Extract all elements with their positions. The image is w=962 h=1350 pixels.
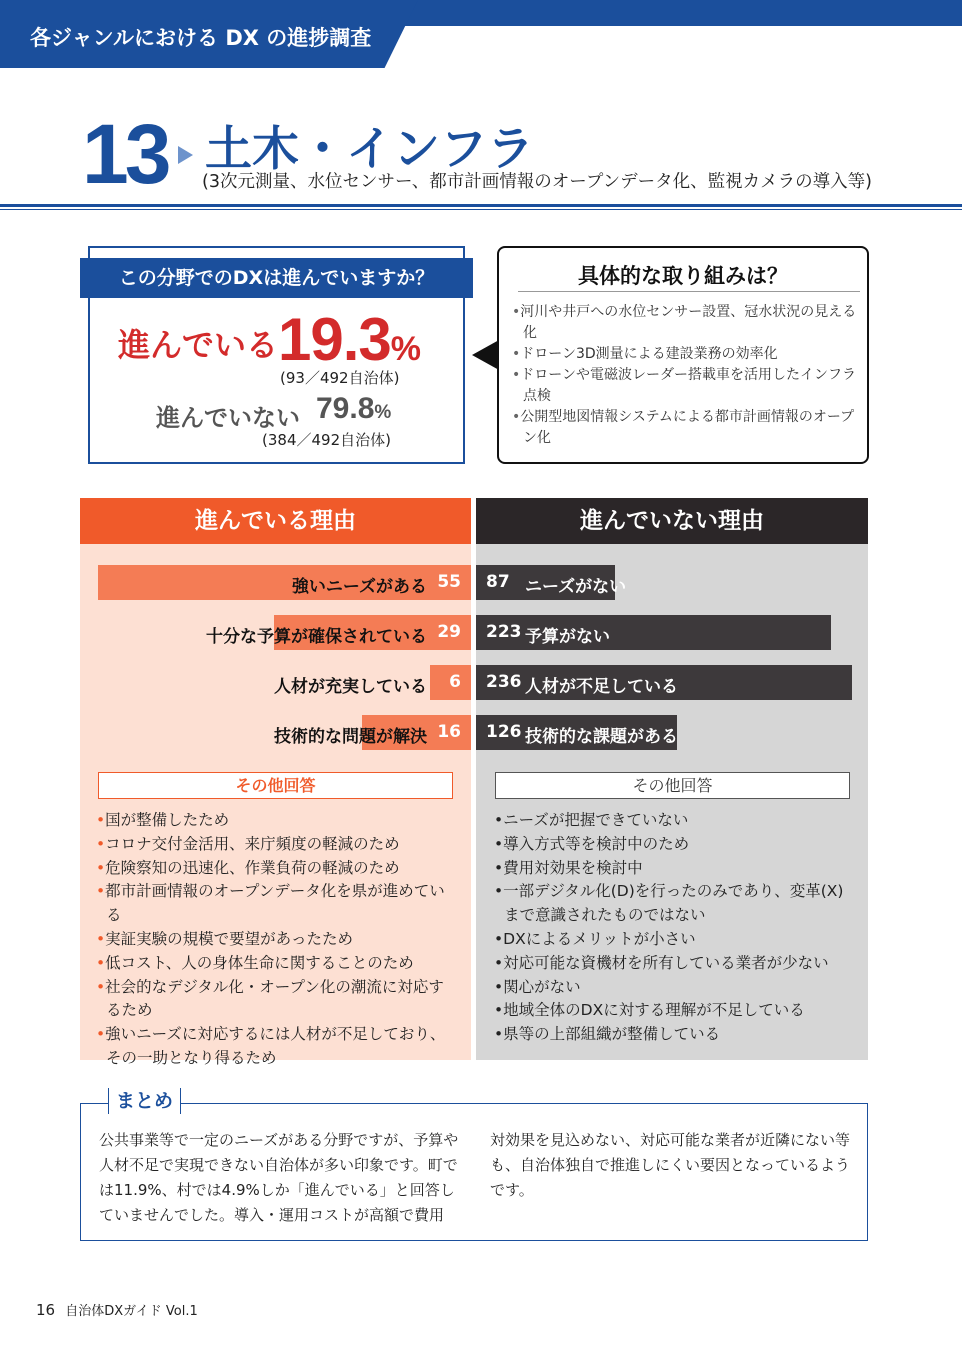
list-item: • 危険察知の迅速化、作業負荷の軽減のため [96, 857, 458, 881]
other-answers-title-right: その他回答 [495, 772, 850, 799]
page-number: 16 [36, 1301, 56, 1319]
not-progress-reason-value: 223 [486, 622, 522, 642]
list-item: • 関心がない [494, 976, 856, 1000]
progressing-label: 進んでいる [118, 326, 279, 364]
list-item: • 低コスト、人の身体生命に関することのため [96, 952, 458, 976]
not-progress-reason-label: 予算がない [525, 627, 610, 647]
summary-text-col2: 対効果を見込めない、対応可能な業者が近隣にない等も、自治体独自で推進しにくい要因となっているようです。 [490, 1131, 851, 1199]
list-item: • DXによるメリットが小さい [494, 928, 856, 952]
not-progress-reason-value: 236 [486, 672, 522, 692]
list-item: • 国が整備したため [96, 809, 458, 833]
other-answers-right [494, 809, 856, 1047]
pointer-arrow-icon [472, 340, 499, 370]
list-item: • 費用対効果を検討中 [494, 857, 856, 881]
list-item: • 一部デジタル化(D)を行ったのみであり、変革(X)まで意識されたものではない [494, 880, 856, 928]
not-progressing-percent [316, 392, 391, 426]
not-progress-reason-value: 126 [486, 722, 522, 742]
progressing-count: (93／492自治体) [280, 369, 400, 387]
examples-title: 具体的な取り組みは？ [578, 264, 788, 288]
examples-list [512, 302, 857, 449]
not-progressing-count: (384／492自治体) [262, 431, 391, 449]
list-item: • 実証実験の規模で要望があったため [96, 928, 458, 952]
other-answers-left [96, 809, 458, 1071]
not-progress-reason-label: ニーズがない [525, 577, 627, 597]
list-item: • ニーズが把握できていない [494, 809, 856, 833]
list-item: • 地域全体のDXに対する理解が不足している [494, 999, 856, 1023]
summary-title: まとめ [108, 1088, 181, 1114]
progress-reason-label: 十分な予算が確保されている [206, 627, 427, 647]
progress-reasons-title: 進んでいる理由 [80, 498, 471, 544]
chapter-title: 土木・インフラ [205, 122, 534, 177]
title-rule [0, 204, 962, 207]
question-banner: この分野でのDXは進んでいますか？ [80, 258, 473, 298]
examples-item: • 公開型地図情報システムによる都市計画情報のオープン化 [512, 407, 857, 449]
title-rule-thin [0, 209, 962, 210]
other-answers-title-left: その他回答 [98, 772, 453, 799]
progress-reason-value: 6 [449, 672, 461, 692]
examples-item: • 河川や井戸への水位センサー設置、冠水状況の見える化 [512, 302, 857, 344]
chapter-subtitle: (3次元測量、水位センサー、都市計画情報のオープンデータ化、監視カメラの導入等) [202, 172, 873, 192]
progress-reason-value: 55 [437, 572, 461, 592]
percent-sign: % [390, 330, 421, 368]
list-item: • コロナ交付金活用、来庁頻度の軽減のため [96, 833, 458, 857]
not-progress-reasons-title: 進んでいない理由 [476, 498, 868, 544]
progress-reason-value: 29 [437, 622, 461, 642]
progressing-percent [278, 305, 420, 374]
not-progress-reason-value: 87 [486, 572, 510, 592]
list-item: • 社会的なデジタル化・オープン化の潮流に対応するため [96, 976, 458, 1024]
not-progressing-label: 進んでいない [156, 404, 300, 432]
list-item: • 強いニーズに対応するには人材が不足しており、その一助となり得るため [96, 1023, 458, 1071]
triangle-arrow-icon [178, 146, 193, 164]
progressing-percent-value: 19.3 [278, 306, 391, 373]
progress-reason-label: 技術的な問題が解決 [274, 727, 427, 747]
not-progressing-percent-value: 79.8 [316, 392, 375, 425]
list-item: • 導入方式等を検討中のため [494, 833, 856, 857]
publication-name: 自治体DXガイド Vol.1 [65, 1304, 198, 1319]
summary-text-col1: 公共事業等で一定のニーズがある分野ですが、予算や人材不足で実現できない自治体が多い印象です。町では11.9%、村では4.9%しか「進んでいる」と回答していませんでした。導入・運用コストが高額で費用 [99, 1131, 459, 1224]
chapter-number: 13 [82, 107, 168, 201]
list-item: • 都市計画情報のオープンデータ化を県が進めている [96, 880, 458, 928]
list-item: • 県等の上部組織が整備している [494, 1023, 856, 1047]
percent-sign: % [374, 402, 392, 423]
progress-reason-value: 16 [437, 722, 461, 742]
footer [36, 1300, 198, 1319]
examples-item: • ドローン3D測量による建設業務の効率化 [512, 344, 857, 365]
section-title: 各ジャンルにおける DX の進捗調査 [30, 26, 372, 50]
not-progress-reason-label: 技術的な課題がある [525, 727, 678, 747]
not-progress-reason-label: 人材が不足している [525, 677, 678, 697]
examples-item: • ドローンや電磁波レーダー搭載車を活用したインフラ点検 [512, 365, 857, 407]
progress-reason-label: 人材が充実している [274, 677, 427, 697]
examples-divider [518, 291, 860, 292]
progress-reason-label: 強いニーズがある [291, 577, 427, 597]
list-item: • 対応可能な資機材を所有している業者が少ない [494, 952, 856, 976]
